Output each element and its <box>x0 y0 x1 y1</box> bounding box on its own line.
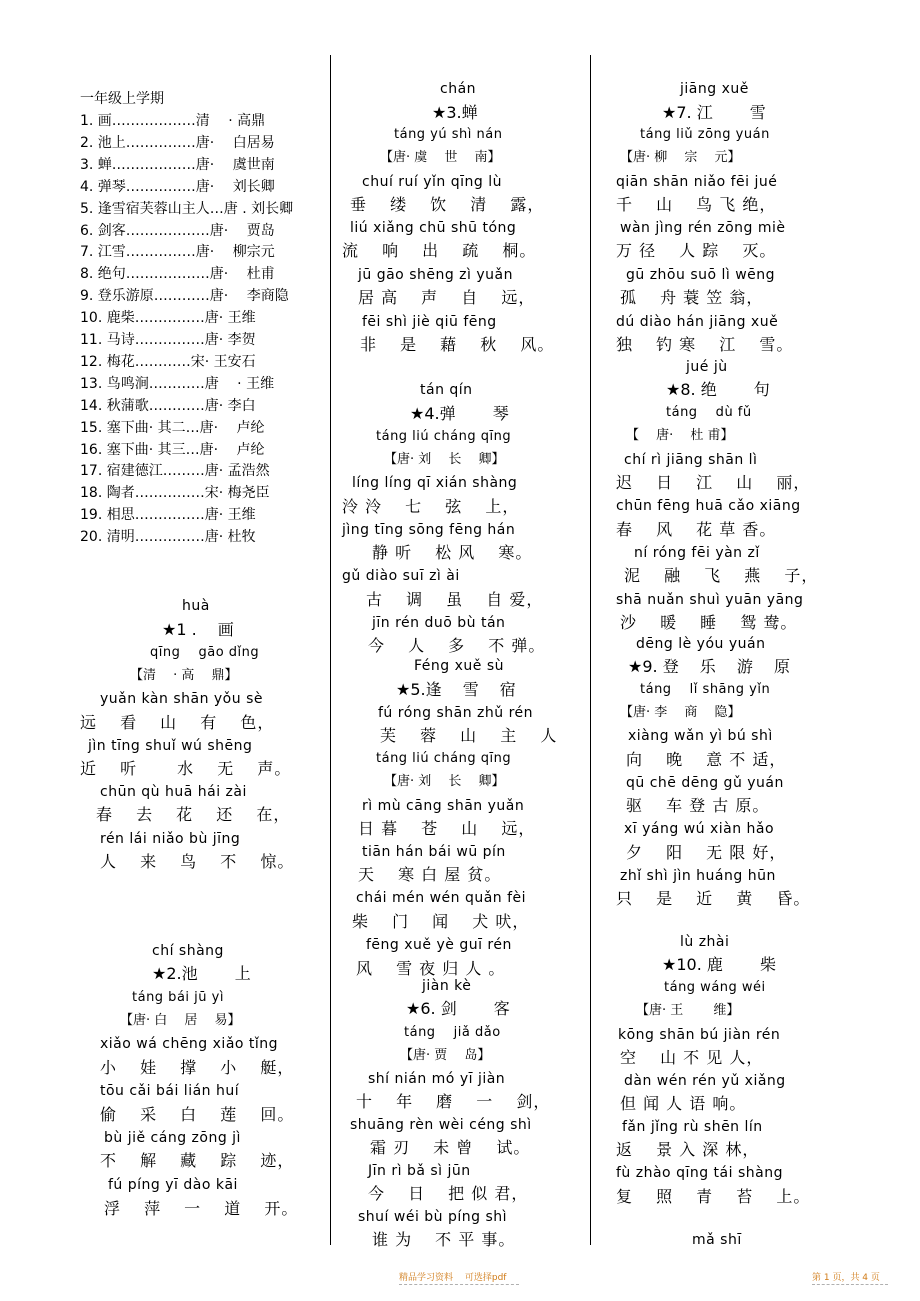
toc-heading: 一年级上学期 <box>80 91 164 107</box>
pinyin-line: tán qín <box>420 382 473 398</box>
pinyin-line: wàn jìng rén zōng miè <box>620 220 786 236</box>
poem-line: 霜 刃 未 曾 试。 <box>370 1138 531 1157</box>
pinyin-line: shuāng rèn wèi céng shì <box>350 1117 532 1133</box>
poem-line: 夕 阳 无 限 好， <box>626 843 787 862</box>
poem-line: 泥 融 飞 燕 子， <box>624 566 819 585</box>
poem-title: ★4.弹 琴 <box>410 404 509 423</box>
poem-line: 春 风 花 草 香。 <box>616 520 777 539</box>
pinyin-line: rén lái niǎo bù jīng <box>100 831 241 847</box>
poem-author: 【清 · 高 鼎】 <box>130 668 238 683</box>
poem-author: 【唐· 李 商 隐】 <box>620 705 741 720</box>
poem-line: 非 是 藉 秋 风。 <box>360 335 555 354</box>
poem-line: 古 调 虽 自 爱， <box>366 590 544 609</box>
toc-item: 16. 塞下曲· 其三…唐· 卢纶 <box>80 441 265 458</box>
pinyin-line: gū zhōu suō lì wēng <box>626 267 776 283</box>
pinyin-line: qū chē dēng gǔ yuán <box>626 775 784 791</box>
pinyin-line: jiāng xuě <box>680 81 749 97</box>
author-pinyin: táng liǔ zōng yuán <box>640 127 770 142</box>
poem-author: 【唐· 白 居 易】 <box>120 1013 241 1028</box>
pinyin-line: yuǎn kàn shān yǒu sè <box>100 691 263 707</box>
poem-line: 风 雪 夜 归 人 。 <box>356 959 506 978</box>
author-pinyin: táng yú shì nán <box>394 127 503 142</box>
pinyin-line: Féng xuě sù <box>414 658 504 674</box>
toc-item: 7. 江雪……………唐· 柳宗元 <box>80 244 275 261</box>
pinyin-line: kōng shān bú jiàn rén <box>618 1027 781 1043</box>
author-pinyin: táng jiǎ dǎo <box>404 1025 501 1040</box>
pinyin-line: fǎn jǐng rù shēn lín <box>622 1119 763 1135</box>
pinyin-line: chūn fēng huā cǎo xiāng <box>616 498 801 514</box>
pinyin-line: jiàn kè <box>422 978 472 994</box>
poem-line: 只 是 近 黄 昏。 <box>616 889 811 908</box>
poem-line: 不 解 藏 踪 迹， <box>100 1151 295 1170</box>
pinyin-line: fú róng shān zhǔ rén <box>378 705 534 721</box>
author-pinyin: qīng gāo dǐng <box>150 645 260 660</box>
author-pinyin: táng dù fǔ <box>666 405 752 420</box>
pinyin-line: liú xiǎng chū shū tóng <box>350 220 517 236</box>
poem-title: ★1 . 画 <box>162 620 234 639</box>
pinyin-line: jū gāo shēng zì yuǎn <box>358 267 513 283</box>
poem-author: 【 唐· 杜 甫】 <box>626 428 734 443</box>
author-pinyin: táng liú cháng qīng <box>376 429 512 444</box>
column-divider-right <box>590 55 591 1245</box>
column-divider-left <box>330 55 331 1245</box>
poem-line: 偷 采 白 莲 回。 <box>100 1105 295 1124</box>
author-pinyin: táng bái jū yì <box>132 990 224 1005</box>
pinyin-line: fù zhào qīng tái shàng <box>616 1165 783 1181</box>
pinyin-line: gǔ diào suī zì ài <box>342 568 460 584</box>
poem-line: 天 寒 白 屋 贫。 <box>358 865 502 884</box>
pinyin-line: bù jiě cáng zōng jì <box>104 1130 241 1146</box>
pinyin-line: qiān shān niǎo fēi jué <box>616 174 778 190</box>
poem-line: 芙 蓉 山 主 人 <box>380 726 558 745</box>
pinyin-line: jīn rén duō bù tán <box>372 615 506 631</box>
toc-item: 19. 相思……………唐· 王维 <box>80 507 256 524</box>
poem-line: 浮 萍 一 道 开。 <box>104 1199 299 1218</box>
toc-item: 1. 画………………清 · 高鼎 <box>80 113 266 129</box>
pinyin-line: chí rì jiāng shān lì <box>624 452 758 468</box>
poem-author: 【唐· 柳 宗 元】 <box>620 150 741 165</box>
footer-page-number: 第 1 页，共 4 页 <box>812 1273 880 1283</box>
poem-line: 复 照 青 苔 上。 <box>616 1187 811 1206</box>
poem-title: ★3.蝉 <box>432 103 478 122</box>
pinyin-line: jìn tīng shuǐ wú shēng <box>88 738 253 754</box>
poem-line: 今 日 把 似 君， <box>368 1184 529 1203</box>
toc-item: 11. 马诗……………唐· 李贺 <box>80 332 256 348</box>
toc-item: 18. 陶者……………宋· 梅尧臣 <box>80 485 270 502</box>
poem-line: 柴 门 闻 犬 吠， <box>352 912 530 931</box>
pinyin-line: chuí ruí yǐn qīng lù <box>362 174 502 190</box>
poem-line: 静 听 松 风 寒。 <box>372 543 533 562</box>
poem-line: 但 闻 人 语 响。 <box>620 1094 747 1113</box>
pinyin-line: dēng lè yóu yuán <box>636 636 766 652</box>
author-pinyin: táng lǐ shāng yǐn <box>640 682 771 697</box>
poem-line: 春 去 花 还 在， <box>96 805 291 824</box>
pinyin-line: shí nián mó yī jiàn <box>368 1071 506 1087</box>
toc-item: 10. 鹿柴……………唐· 王维 <box>80 310 256 327</box>
poem-line: 垂 缕 饮 清 露， <box>350 195 545 214</box>
pinyin-line: chūn qù huā hái zài <box>100 784 247 800</box>
poem-title: ★10. 鹿 柴 <box>662 955 776 974</box>
poem-line: 孤 舟 蓑 笠 翁， <box>620 288 764 307</box>
poem-author: 【唐· 贾 岛】 <box>400 1048 491 1063</box>
pinyin-line: chái mén wén quǎn fèi <box>356 890 527 906</box>
toc-item: 13. 鸟鸣涧…………唐 · 王维 <box>80 375 275 392</box>
poem-title: ★6. 剑 客 <box>406 999 510 1018</box>
toc-item: 3. 蝉………………唐· 虞世南 <box>80 156 275 173</box>
poem-line: 近 听 水 无 声。 <box>80 759 292 778</box>
toc-item: 17. 宿建德江………唐· 孟浩然 <box>80 463 270 480</box>
poem-line: 日 暮 苍 山 远， <box>358 819 536 838</box>
poem-line: 居 高 声 自 远， <box>358 288 536 307</box>
toc-item: 20. 清明……………唐· 杜牧 <box>80 529 256 546</box>
author-pinyin: táng liú cháng qīng <box>376 751 512 766</box>
pinyin-line: zhǐ shì jìn huáng hūn <box>620 868 776 884</box>
pinyin-line: jué jù <box>686 359 728 375</box>
poem-line: 泠 泠 七 弦 上， <box>342 497 520 516</box>
poem-line: 沙 暖 睡 鸳 鸯。 <box>620 613 798 632</box>
pinyin-line: tōu cǎi bái lián huí <box>100 1083 240 1099</box>
toc-item: 9. 登乐游原…………唐· 李商隐 <box>80 288 289 305</box>
poem-author: 【唐· 王 维】 <box>636 1003 740 1018</box>
poem-line: 千 山 鸟 飞 绝， <box>616 195 777 214</box>
poem-title: ★9. 登 乐 游 原 <box>628 657 790 676</box>
footer-dotted-rule-right <box>812 1284 888 1285</box>
poem-line: 人 来 鸟 不 惊。 <box>100 852 295 871</box>
pinyin-line: chán <box>440 81 477 97</box>
pinyin-line: xiǎo wá chēng xiǎo tǐng <box>100 1036 279 1052</box>
poem-line: 十 年 磨 一 剑， <box>356 1092 551 1111</box>
pinyin-line: fú píng yī dào kāi <box>108 1177 238 1193</box>
poem-title: ★7. 江 雪 <box>662 103 766 122</box>
poem-author: 【唐· 刘 长 卿】 <box>384 452 505 467</box>
pinyin-line: shā nuǎn shuì yuān yāng <box>616 592 804 608</box>
pinyin-line: ní róng fēi yàn zǐ <box>634 545 760 561</box>
pinyin-line: xī yáng wú xiàn hǎo <box>624 821 775 837</box>
footer-source-note: 精品学习资料 可选择pdf <box>399 1273 507 1283</box>
pinyin-line: jìng tīng sōng fēng hán <box>342 522 516 538</box>
pinyin-line: líng líng qī xián shàng <box>352 475 518 491</box>
poem-line: 小 娃 撑 小 艇， <box>100 1058 295 1077</box>
poem-line: 远 看 山 有 色， <box>80 713 275 732</box>
pinyin-line: dú diào hán jiāng xuě <box>616 314 779 330</box>
poem-title: ★5.逢 雪 宿 <box>396 680 516 699</box>
poem-line: 驱 车 登 古 原。 <box>626 796 770 815</box>
poem-line: 今 人 多 不 弹。 <box>368 636 546 655</box>
pinyin-line: chí shàng <box>152 943 224 959</box>
pinyin-line: fēng xuě yè guī rén <box>366 937 512 953</box>
pinyin-line: dàn wén rén yǔ xiǎng <box>624 1073 786 1089</box>
poem-author: 【唐· 刘 长 卿】 <box>384 774 505 789</box>
pinyin-line: rì mù cāng shān yuǎn <box>362 798 525 814</box>
pinyin-line: tiān hán bái wū pín <box>362 844 506 860</box>
footer-dotted-rule-left <box>399 1284 519 1285</box>
toc-item: 15. 塞下曲· 其二…唐· 卢纶 <box>80 419 265 436</box>
poem-line: 空 山 不 见 人， <box>620 1048 764 1067</box>
pinyin-line: fēi shì jiè qiū fēng <box>362 314 497 330</box>
toc-item: 8. 绝句………………唐· 杜甫 <box>80 266 275 283</box>
pinyin-line: huà <box>182 598 210 614</box>
poem-title: ★2.池 上 <box>152 964 251 983</box>
poem-line: 万 径 人 踪 灭。 <box>616 241 777 260</box>
toc-item: 6. 剑客………………唐· 贾岛 <box>80 222 275 239</box>
toc-item: 5. 逢雪宿芙蓉山主人…唐 . 刘长卿 <box>80 200 294 217</box>
poem-line: 向 晚 意 不 适， <box>626 750 787 769</box>
pinyin-line: xiàng wǎn yì bú shì <box>628 728 773 744</box>
toc-item: 14. 秋蒲歌…………唐· 李白 <box>80 397 256 414</box>
poem-title: ★8. 绝 句 <box>666 380 770 399</box>
pinyin-line: shuí wéi bù píng shì <box>358 1209 508 1225</box>
toc-item: 2. 池上……………唐· 白居易 <box>80 134 275 151</box>
poem-line: 流 响 出 疏 桐。 <box>342 241 537 260</box>
poem-line: 返 景 入 深 林， <box>616 1140 760 1159</box>
author-pinyin: táng wáng wéi <box>664 980 766 995</box>
toc-item: 12. 梅花…………宋· 王安石 <box>80 353 256 370</box>
poem-line: 独 钓 寒 江 雪。 <box>616 335 794 354</box>
poem-line: 迟 日 江 山 丽， <box>616 473 811 492</box>
poem-line: 谁 为 不 平 事。 <box>372 1230 516 1249</box>
poem-author: 【唐· 虞 世 南】 <box>380 150 501 165</box>
pinyin-line: Jīn rì bǎ sì jūn <box>368 1163 471 1179</box>
toc-item: 4. 弹琴……………唐· 刘长卿 <box>80 178 275 195</box>
pinyin-line: lù zhài <box>680 934 730 950</box>
pinyin-line: mǎ shī <box>692 1232 742 1248</box>
